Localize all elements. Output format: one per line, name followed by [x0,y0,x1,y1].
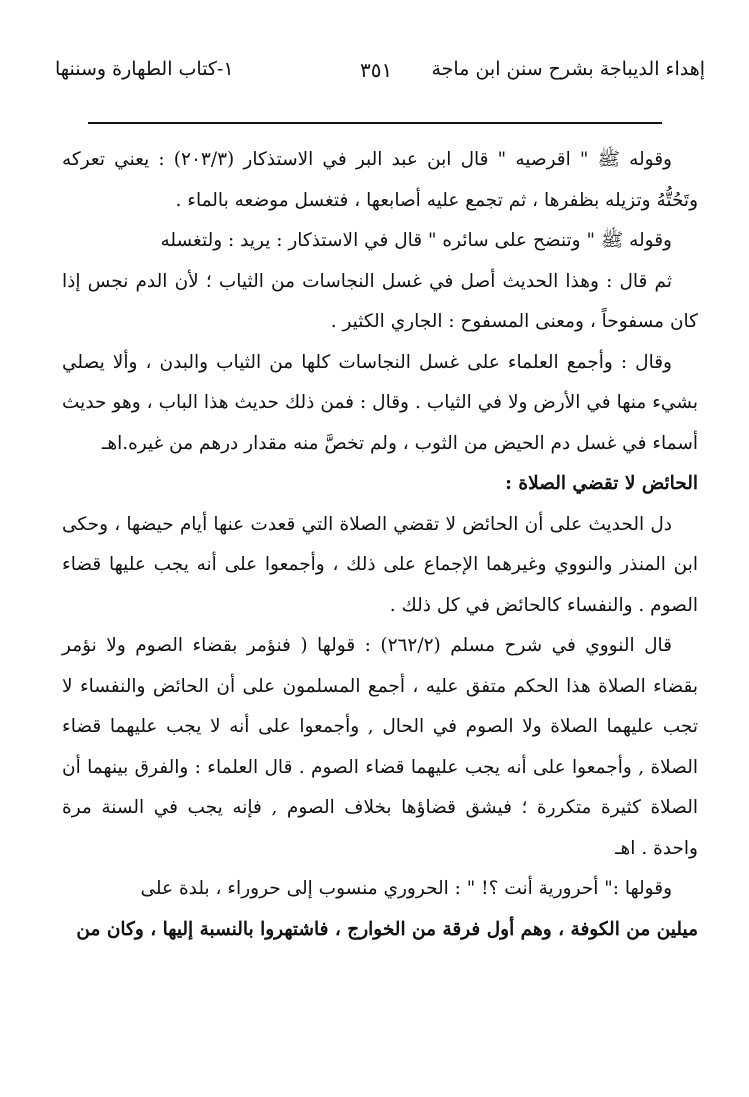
paragraph: وقوله ﷺ " وتنضح على سائره " قال في الاستذكار : يريد : ولتغسله [160,230,672,251]
page-number: ٣٥١ [360,58,393,82]
paragraph: وقولها :" أحرورية أنت ؟! " : الحروري منسوب إلى حروراء ، بلدة على [140,878,672,899]
page-body [62,140,698,950]
chapter-title: ١-كتاب الطهارة وسننها [55,58,234,80]
header-divider [88,122,662,124]
paragraph: دل الحديث على أن الحائض لا تقضي الصلاة التي قعدت عنها أيام حيضها ، وحكى ابن المنذر والنووي وغيرهما الإجماع على ذلك ، وأجمعوا على أنه يجب عليها قضاء الصوم . والنفساء كالحائض في كل ذلك . [62,513,698,616]
paragraph-continuation: ميلين من الكوفة ، وهم أول فرقة من الخوارج ، فاشتهروا بالنسبة إليها ، وكان من [76,918,698,940]
paragraph: وقال : وأجمع العلماء على غسل النجاسات كلها من الثياب والبدن ، وألا يصلي بشيء منها في الأرض ولا في الثياب . وقال : فمن ذلك حديث هذا الباب ، وهو حديث أسماء في غسل دم الحيض من الثوب ، ولم تخصَّ منه مقدار درهم من غيره.اهـ [62,351,698,454]
page-header [55,58,705,92]
paragraph: ثم قال : وهذا الحديث أصل في غسل النجاسات من الثياب ؛ لأن الدم نجس إذا كان مسفوحاً ، ومعنى المسفوح : الجاري الكثير . [62,270,698,332]
section-heading: الحائض لا تقضي الصلاة : [505,473,698,494]
paragraph: وقوله ﷺ " اقرصيه " قال ابن عبد البر في الاستذكار (٢٠٣/٣) : يعني تعركه وتَحُتُّهُ وتزيله بظفرها ، ثم تجمع عليه أصابعها ، فتغسل موضعه بالماء . [62,149,698,211]
paragraph: قال النووي في شرح مسلم (٢٦٢/٢) : قولها ( فنؤمر بقضاء الصوم ولا نؤمر بقضاء الصلاة هذا الحكم متفق عليه ، أجمع المسلمون على أن الحائض والنفساء لا تجب عليهما الصلاة ولا الصوم في الحال , وأجمعوا على أنه لا يجب عليهما قضاء الصلاة , وأجمعوا على أنه يجب عليهما قضاء الصوم . قال العلماء : والفرق بينهما أن الصلاة كثيرة متكررة ؛ فيشق قضاؤها بخلاف الصوم , فإنه يجب في السنة مرة واحدة . اهـ [62,635,698,859]
book-title: إهداء الديباجة بشرح سنن ابن ماجة [431,58,705,80]
